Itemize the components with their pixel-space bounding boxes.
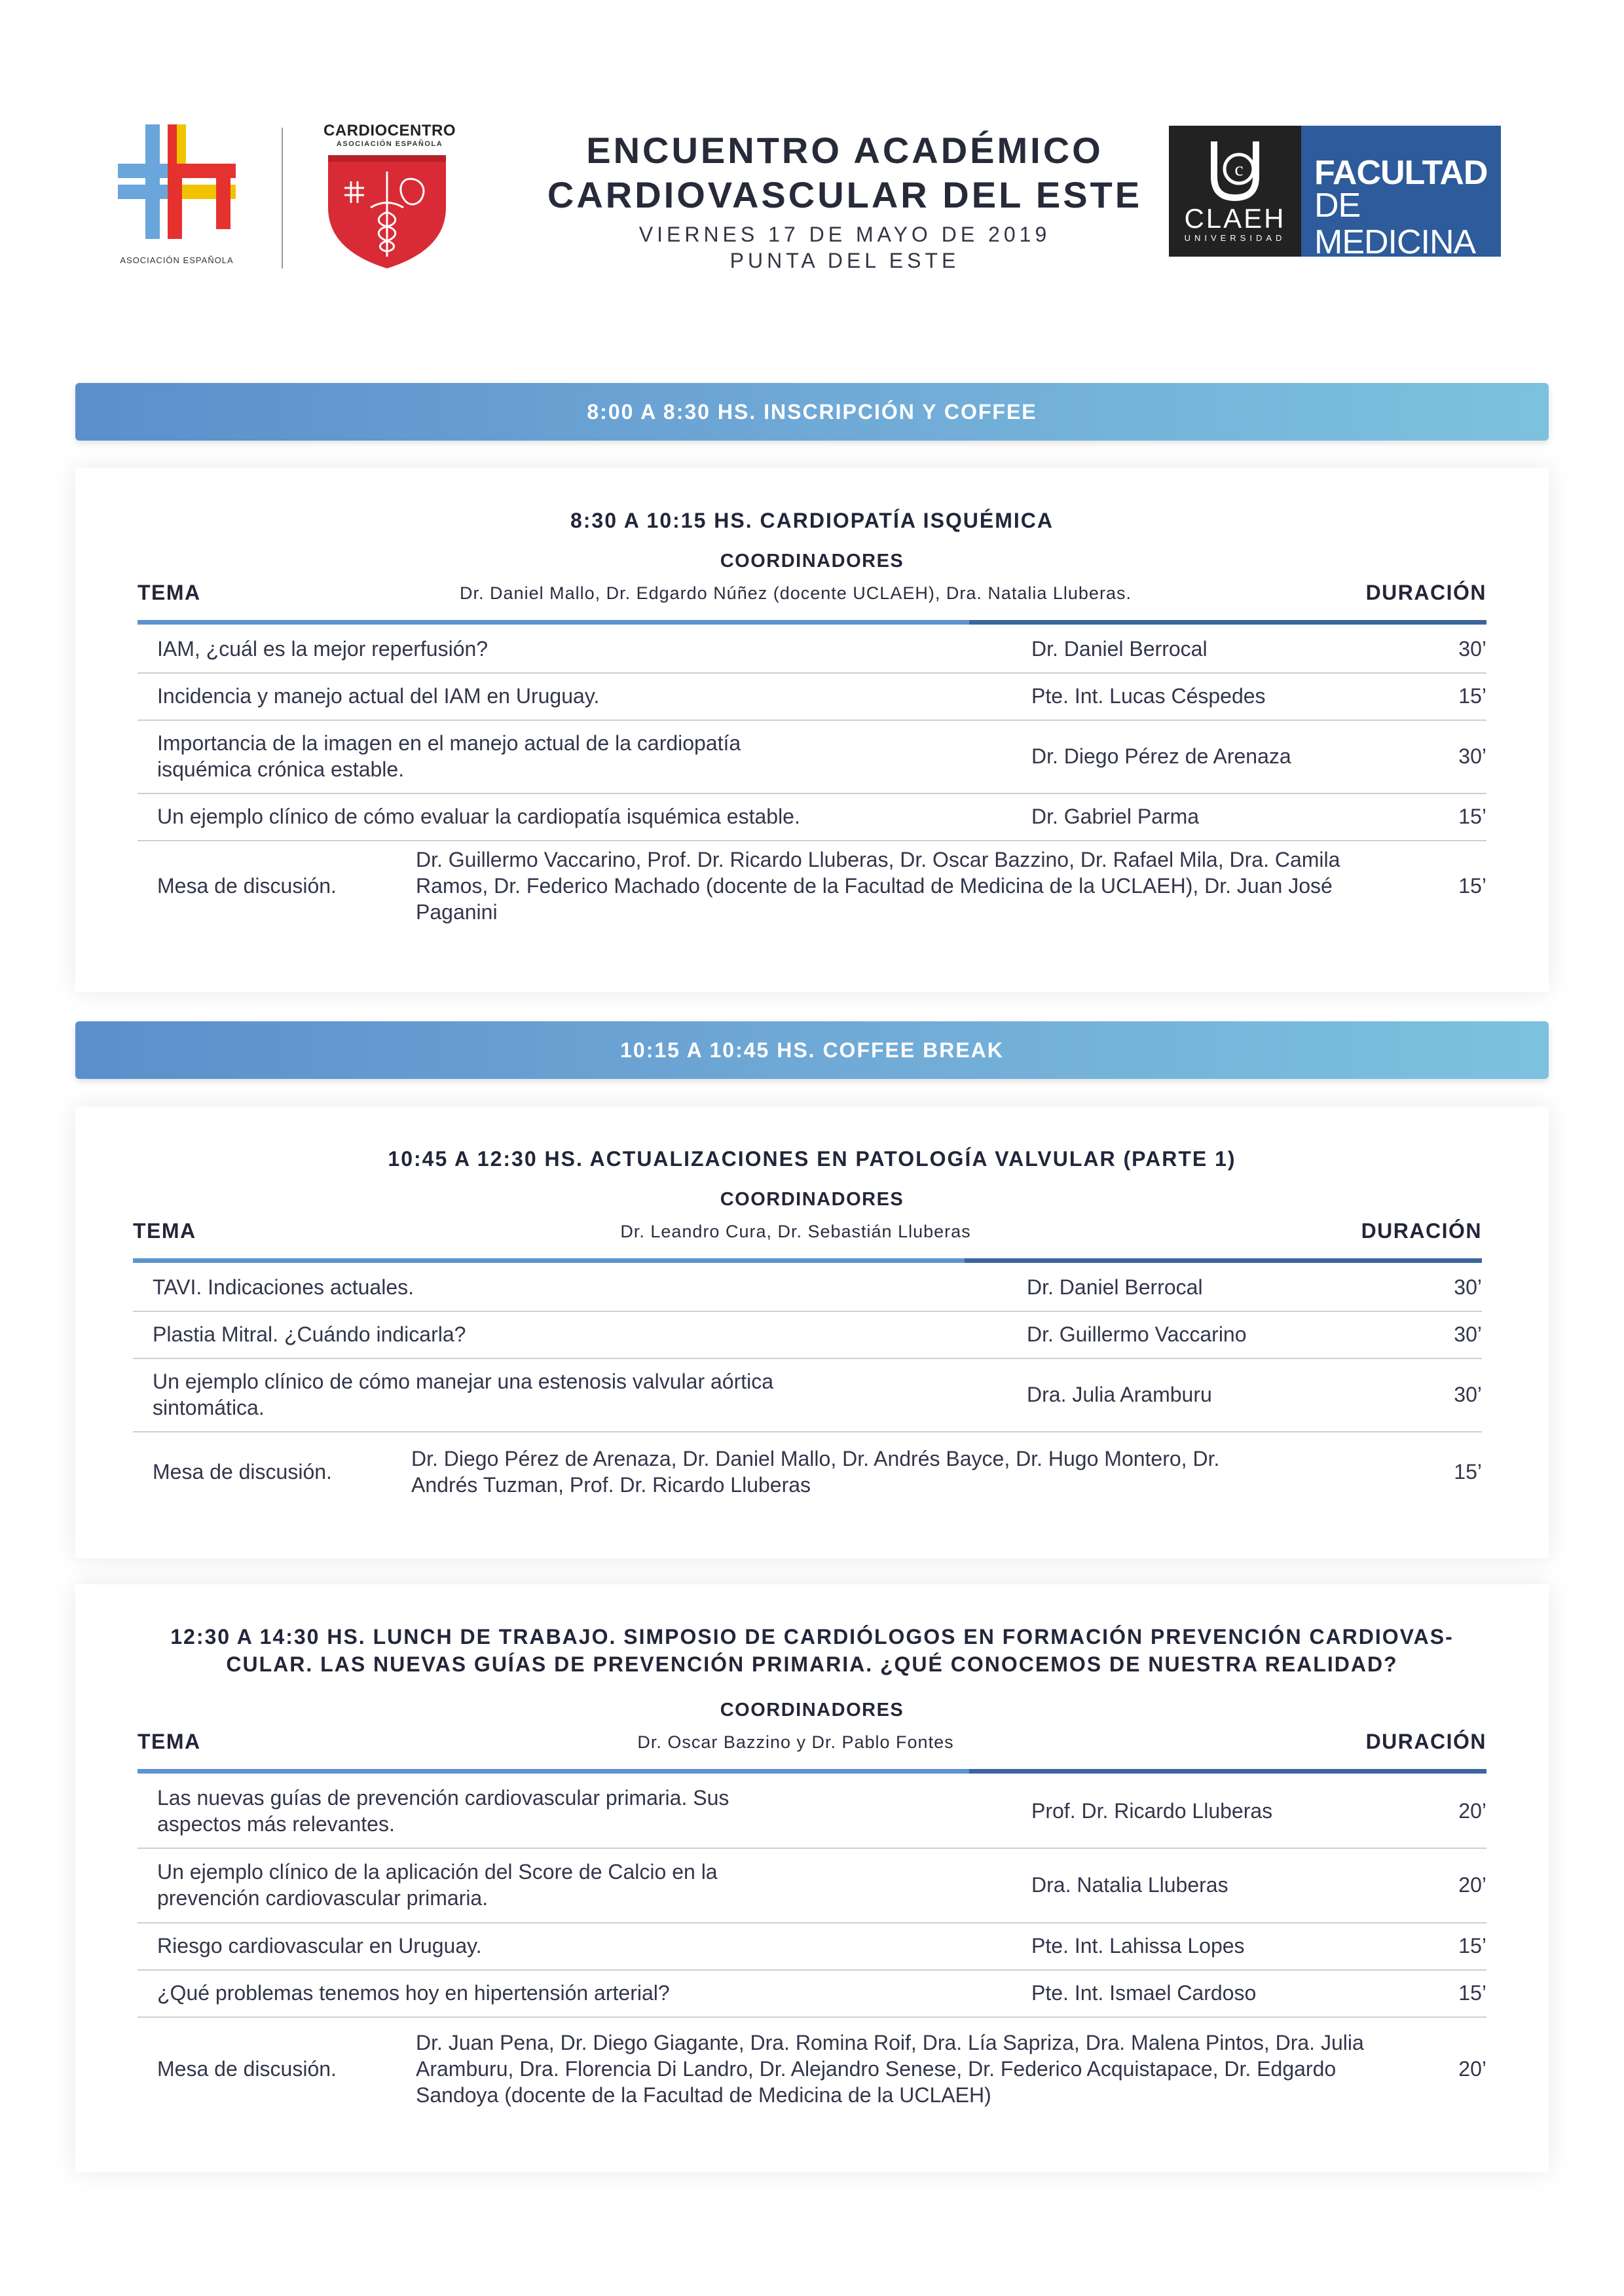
row-speaker: Dr. Diego Pérez de Arenaza — [1031, 744, 1291, 768]
asociacion-espanola-logo-text: ASOCIACIÓN ESPAÑOLA — [120, 255, 234, 265]
row-topic: Un ejemplo clínico de cómo manejar una estenosis valvular aórtica sintomática. — [153, 1370, 774, 1419]
asociacion-espanola-logo — [118, 124, 236, 239]
mesa-panel: Dr. Diego Pérez de Arenaza, Dr. Daniel Mallo, Dr. Andrés Bayce, Dr. Hugo Montero, Dr. Andrés Tuzman, Prof. Dr. Ricardo Lluberas — [411, 1447, 1220, 1497]
row-topic: Importancia de la imagen en el manejo actual de la cardiopatía isquémica crónica estable. — [157, 731, 741, 781]
facultad-line1: FACULTAD — [1314, 154, 1488, 192]
row-topic: Un ejemplo clínico de la aplicación del Score de Calcio en la prevención cardiovascular primaria. — [157, 1860, 718, 1910]
coordinators-names: Dr. Oscar Bazzino y Dr. Pablo Fontes — [637, 1732, 954, 1752]
row-topic: TAVI. Indicaciones actuales. — [153, 1275, 415, 1299]
row-duration: 15’ — [1458, 1981, 1486, 2005]
table-rule-right — [965, 1258, 1482, 1263]
table-row — [138, 1848, 1486, 1923]
row-duration: 30’ — [1458, 744, 1486, 768]
mesa-label: Mesa de discusión. — [153, 1460, 332, 1484]
session-title: 10:45 A 12:30 HS. ACTUALIZACIONES EN PATOLOGÍA VALVULAR (PARTE 1) — [388, 1147, 1236, 1171]
row-duration: 30’ — [1454, 1275, 1482, 1299]
tema-header: TEMA — [138, 1730, 201, 1753]
event-place: PUNTA DEL ESTE — [729, 249, 960, 272]
row-topic: Un ejemplo clínico de cómo evaluar la cardiopatía isquémica estable. — [157, 805, 800, 828]
claeh-word: CLAEH — [1184, 203, 1286, 234]
session-card-cardiopatia — [75, 468, 1549, 992]
table-row — [138, 672, 1486, 721]
tema-header: TEMA — [133, 1219, 196, 1243]
coordinators-names: Dr. Daniel Mallo, Dr. Edgardo Núñez (docente UCLAEH), Dra. Natalia Lluberas. — [460, 583, 1132, 603]
row-speaker: Dr. Daniel Berrocal — [1031, 637, 1208, 661]
duracion-header: DURACIÓN — [1361, 1219, 1482, 1243]
cardiocentro-subtitle: ASOCIACIÓN ESPAÑOLA — [336, 140, 443, 148]
table-rule-right — [969, 1769, 1486, 1774]
table-rule-left — [133, 1258, 1030, 1263]
mesa-label: Mesa de discusión. — [157, 2057, 337, 2081]
table-row — [138, 720, 1486, 794]
row-duration: 20’ — [1458, 1873, 1486, 1897]
row-topic: Incidencia y manejo actual del IAM en Uruguay. — [157, 684, 600, 708]
table-rule-left — [138, 1769, 1035, 1774]
table-rule-left — [138, 620, 1035, 625]
table-row — [133, 1311, 1482, 1359]
table-row — [138, 1774, 1486, 1849]
table-rule-right — [969, 620, 1486, 625]
claeh-u-mark-icon — [1205, 139, 1265, 202]
duracion-header: DURACIÓN — [1365, 1730, 1486, 1753]
table-row — [138, 793, 1486, 841]
tema-header: TEMA — [138, 581, 201, 604]
row-speaker: Dra. Natalia Lluberas — [1031, 1873, 1228, 1897]
table-row-mesa — [138, 840, 1486, 932]
cardiocentro-title: CARDIOCENTRO — [323, 122, 456, 139]
break-bar-coffee: 10:15 A 10:45 HS. COFFEE BREAK — [75, 1021, 1549, 1079]
table-row — [133, 1358, 1482, 1432]
mesa-panel: Dr. Guillermo Vaccarino, Prof. Dr. Ricardo Lluberas, Dr. Oscar Bazzino, Dr. Rafael Mila, Dra. Camila Ramos, Dr. Federico Machado (docente de la Facultad de Medicina de la UCLAEH), Dr. Juan José Paganini — [416, 848, 1340, 924]
row-duration: 15’ — [1458, 684, 1486, 708]
coordinators-label: COORDINADORES — [720, 1189, 904, 1210]
row-speaker: Dr. Gabriel Parma — [1031, 805, 1200, 828]
row-topic: ¿Qué problemas tenemos hoy en hipertensión arterial? — [157, 1981, 670, 2005]
session-title: 8:30 A 10:15 HS. CARDIOPATÍA ISQUÉMICA — [570, 509, 1054, 532]
claeh-universidad: UNIVERSIDAD — [1184, 233, 1286, 243]
session-card-prevencion — [75, 1584, 1549, 2172]
mesa-label: Mesa de discusión. — [157, 874, 337, 898]
mesa-panel: Dr. Juan Pena, Dr. Diego Giagante, Dra. Romina Roif, Dra. Lía Sapriza, Dra. Malena Pintos, Dra. Julia Aramburu, Dra. Florencia Di Landro, Dr. Alejandro Senese, Dr. Federico Acquistapace, Dr. Edgardo Sandoya (docente de la Facultad de Medicina de la UCLAEH) — [416, 2031, 1364, 2107]
row-speaker: Dr. Daniel Berrocal — [1027, 1275, 1203, 1299]
row-speaker: Pte. Int. Lucas Céspedes — [1031, 684, 1266, 708]
session-title-line1: 12:30 A 14:30 HS. LUNCH DE TRABAJO. SIMPOSIO DE CARDIÓLOGOS EN FORMACIÓN PREVENCIÓN CARDIOVAS- — [170, 1625, 1454, 1649]
row-duration: 30’ — [1458, 637, 1486, 661]
session-title-line2: CULAR. LAS NUEVAS GUÍAS DE PREVENCIÓN PRIMARIA. ¿QUÉ CONOCEMOS DE NUESTRA REALIDAD? — [226, 1652, 1398, 1676]
event-title-line2: CARDIOVASCULAR DEL ESTE — [547, 174, 1143, 215]
event-title-line1: ENCUENTRO ACADÉMICO — [586, 130, 1103, 171]
row-duration: 15’ — [1458, 1934, 1486, 1958]
cardiocentro-shield-logo — [325, 152, 449, 270]
table-row — [138, 1922, 1486, 1971]
table-row-mesa — [133, 1431, 1482, 1512]
row-topic: Riesgo cardiovascular en Uruguay. — [157, 1934, 482, 1958]
row-topic: Las nuevas guías de prevención cardiovascular primaria. Sus aspectos más relevantes. — [157, 1786, 729, 1836]
row-speaker: Prof. Dr. Ricardo Lluberas — [1031, 1799, 1273, 1823]
row-speaker: Pte. Int. Lahissa Lopes — [1031, 1934, 1245, 1958]
row-duration: 30’ — [1454, 1322, 1482, 1346]
header-divider — [282, 128, 283, 268]
table-row — [138, 1969, 1486, 2018]
row-duration: 20’ — [1458, 2057, 1486, 2081]
session-card-valvular — [75, 1106, 1549, 1558]
table-row — [138, 625, 1486, 674]
row-duration: 15’ — [1454, 1460, 1482, 1484]
coordinators-label: COORDINADORES — [720, 1700, 904, 1721]
row-speaker: Dra. Julia Aramburu — [1027, 1383, 1212, 1406]
row-duration: 30’ — [1454, 1383, 1482, 1406]
row-topic: Plastia Mitral. ¿Cuándo indicarla? — [153, 1322, 466, 1346]
row-duration: 15’ — [1458, 805, 1486, 828]
row-duration: 20’ — [1458, 1799, 1486, 1823]
row-speaker: Dr. Guillermo Vaccarino — [1027, 1322, 1247, 1346]
event-date: VIERNES 17 DE MAYO DE 2019 — [638, 223, 1051, 246]
duracion-header: DURACIÓN — [1365, 581, 1486, 604]
coordinators-label: COORDINADORES — [720, 551, 904, 572]
break-bar-inscripcion: 8:00 A 8:30 HS. INSCRIPCIÓN Y COFFEE — [75, 383, 1549, 441]
table-row-mesa — [138, 2016, 1486, 2121]
row-speaker: Pte. Int. Ismael Cardoso — [1031, 1981, 1257, 2005]
row-topic: IAM, ¿cuál es la mejor reperfusión? — [157, 637, 489, 661]
svg-text:c: c — [1234, 158, 1244, 180]
coordinators-names: Dr. Leandro Cura, Dr. Sebastián Lluberas — [620, 1222, 971, 1241]
table-row — [133, 1264, 1482, 1312]
facultad-line2: DE MEDICINA — [1314, 187, 1476, 261]
row-duration: 15’ — [1458, 874, 1486, 898]
